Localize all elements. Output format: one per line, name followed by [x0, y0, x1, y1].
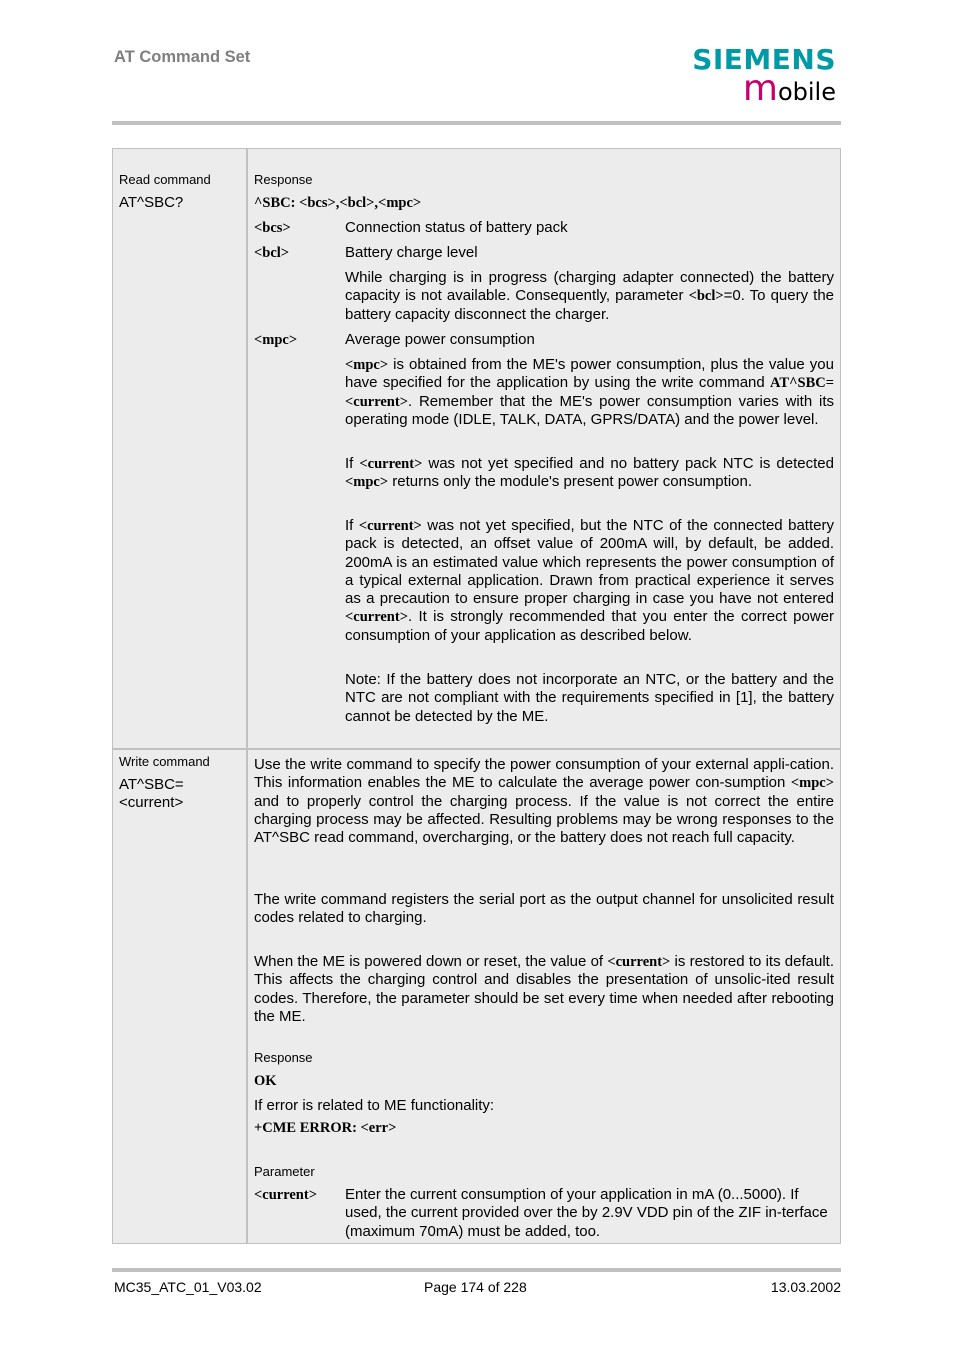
- read-command-syntax: AT^SBC?: [119, 194, 184, 211]
- write-error-syntax: +CME ERROR: <err>: [254, 1120, 397, 1136]
- param-bcl-desc: Battery charge level: [345, 244, 478, 261]
- mpc-paragraph-1: <mpc> is obtained from the ME's power consumption, plus the value you have specified for the application by using the write command AT^SBC=<current>. Remember that the ME's power consumption varies with its operating mode (IDLE, TALK, DATA, GPRS/DATA) and the power level.: [345, 356, 834, 428]
- write-response-ok: OK: [254, 1073, 277, 1089]
- write-paragraph-2: The write command registers the serial port as the output channel for unsolicited result codes related to charging.: [254, 891, 834, 927]
- page-header-title: AT Command Set: [114, 48, 251, 66]
- mpc-paragraph-3: If <current> was not yet specified, but the NTC of the connected battery pack is detected, an offset value of 200mA will, by default, be added. 200mA is an estimated value which represents the power consumption of a typical external application. Drawn from practical experience it serves as a precaution to ensure proper charging in case you have not entered <current>. It is strongly recommended that you enter the correct power consumption of your application as described below.: [345, 517, 834, 644]
- param-bcs-desc: Connection status of battery pack: [345, 219, 568, 236]
- param-bcl-note: While charging is in progress (charging adapter connected) the battery capacity is not available. Consequently, parameter <bcl>=0. To query the battery capacity disconnect the charger.: [345, 269, 834, 323]
- write-label-cell: [113, 750, 246, 1243]
- write-error-intro: If error is related to ME functionality:: [254, 1097, 495, 1114]
- write-command-label: Write command: [119, 754, 210, 769]
- read-response-syntax: ^SBC: <bcs>,<bcl>,<mpc>: [254, 195, 422, 211]
- param-current-name: <current>: [254, 1187, 317, 1203]
- footer-doc-id: MC35_ATC_01_V03.02: [114, 1279, 262, 1295]
- mpc-paragraph-2: If <current> was not yet specified and no battery pack NTC is detected <mpc> returns only the module's present power consumption.: [345, 455, 834, 491]
- write-paragraph-1: Use the write command to specify the power consumption of your external appli-cation. This information enables the ME to calculate the average power con-sumption <mpc> and to properly control the charging process. If the value is not correct the entire charging process may be affected. Resulting problems may be wrong responses to the AT^SBC read command, overcharging, or the battery does not reach full capacity.: [254, 756, 834, 847]
- param-mpc-name: <mpc>: [254, 332, 298, 348]
- header-rule: [112, 121, 841, 125]
- footer-date: 13.03.2002: [770, 1279, 841, 1295]
- read-response-label: Response: [254, 172, 313, 187]
- logo-mobile-text: mobile: [742, 68, 836, 109]
- read-command-label: Read command: [119, 172, 211, 187]
- write-parameter-label: Parameter: [254, 1164, 315, 1179]
- read-label-cell: [113, 149, 246, 748]
- footer-rule: [112, 1268, 841, 1272]
- param-bcs-name: <bcs>: [254, 220, 291, 236]
- write-response-label: Response: [254, 1050, 313, 1065]
- param-current-desc: Enter the current consumption of your application in mA (0...5000). If used, the current provided over the by 2.9V VDD pin of the ZIF in-terface (maximum 70mA) must be added, too.: [345, 1186, 828, 1240]
- write-command-syntax: AT^SBC= <current>: [119, 776, 184, 812]
- param-mpc-desc: Average power consumption: [345, 331, 535, 348]
- mpc-paragraph-4: Note: If the battery does not incorporate an NTC, or the battery and the NTC are not compliant with the requirements specified in [1], the battery cannot be detected by the ME.: [345, 671, 834, 725]
- siemens-mobile-logo: [692, 43, 836, 109]
- param-bcl-name: <bcl>: [254, 245, 290, 261]
- footer-page-number: Page 174 of 228: [424, 1279, 527, 1295]
- read-content-cell: [248, 149, 840, 748]
- logo-siemens-text: SIEMENS: [692, 43, 836, 76]
- write-paragraph-3: When the ME is powered down or reset, the value of <current> is restored to its default. This affects the charging control and disables the presentation of unsolic-ited result codes. Therefore, the parameter should be set every time when needed after rebooting the ME.: [254, 953, 834, 1025]
